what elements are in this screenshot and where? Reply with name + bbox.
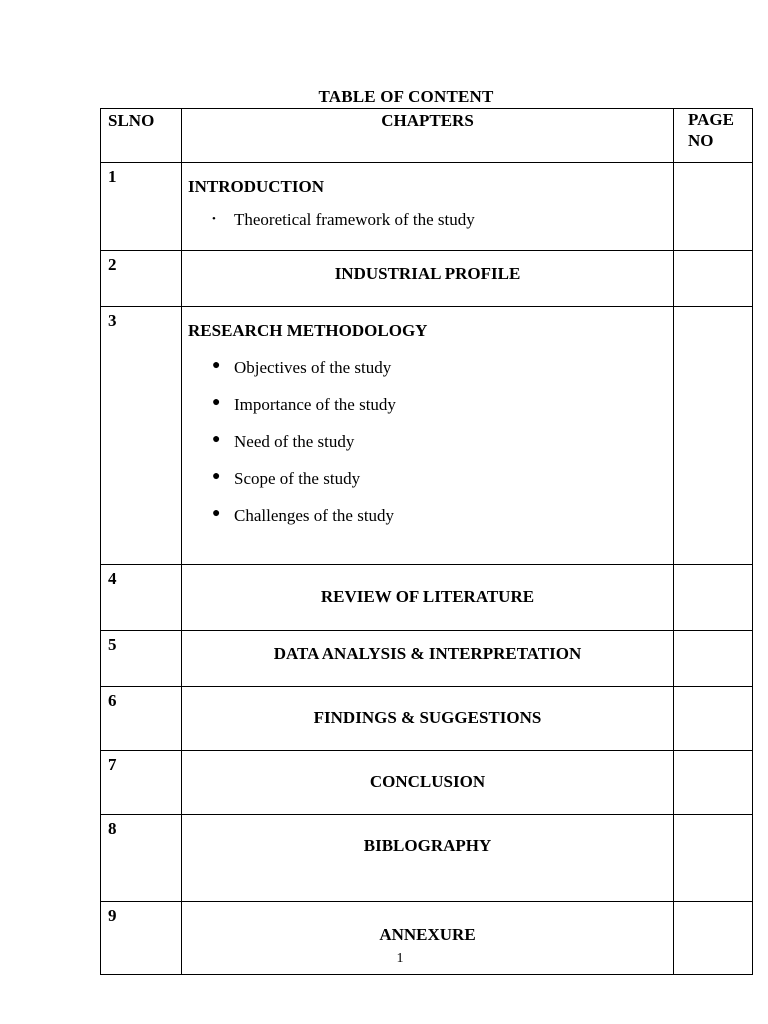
table-row	[101, 631, 753, 687]
row-chapter-cell	[182, 815, 674, 902]
row-slno: 7	[101, 751, 182, 815]
sub-topic-label: Challenges of the study	[234, 506, 395, 525]
row-slno: 6	[101, 687, 182, 751]
row-slno: 4	[101, 565, 182, 631]
sub-topic-label: Scope of the study	[234, 469, 361, 488]
bullet-icon: ●	[212, 469, 221, 484]
row-slno: 1	[101, 163, 182, 251]
row-page-no	[674, 815, 753, 902]
row-chapter-cell	[182, 565, 674, 631]
header-slno: SLNO	[101, 109, 182, 163]
page-number: 1	[396, 951, 404, 966]
table-row	[101, 307, 753, 565]
chapter-title: BIBLOGRAPHY	[363, 836, 492, 855]
row-chapter-cell	[182, 307, 674, 565]
header-page-no-line2: NO	[688, 131, 714, 150]
row-slno: 5	[101, 631, 182, 687]
list-item	[212, 210, 673, 230]
row-slno: 3	[101, 307, 182, 565]
sub-topic-list	[182, 358, 673, 526]
row-chapter-cell	[182, 631, 674, 687]
row-page-no	[674, 565, 753, 631]
sub-topic-label: Objectives of the study	[234, 358, 392, 377]
header-page-no	[674, 109, 753, 163]
row-chapter-cell	[182, 163, 674, 251]
header-page-no-line1: PAGE	[688, 110, 734, 129]
bullet-icon: ●	[212, 395, 221, 410]
row-slno: 9	[101, 902, 182, 975]
table-row	[101, 751, 753, 815]
table-row	[101, 251, 753, 307]
sub-topic-label: Need of the study	[234, 432, 355, 451]
row-chapter-cell	[182, 251, 674, 307]
list-item	[212, 432, 673, 452]
table-of-contents	[100, 108, 753, 975]
row-slno: 2	[101, 251, 182, 307]
sub-topic-list	[182, 210, 673, 230]
chapter-title: ANNEXURE	[379, 925, 476, 944]
row-page-no	[674, 307, 753, 565]
chapter-title: RESEARCH METHODOLOGY	[188, 321, 428, 340]
row-page-no	[674, 163, 753, 251]
table-row	[101, 163, 753, 251]
row-chapter-cell	[182, 687, 674, 751]
bullet-icon: •	[212, 213, 216, 225]
chapter-title: INDUSTRIAL PROFILE	[334, 264, 521, 283]
chapter-title: CONCLUSION	[369, 772, 486, 791]
table-row	[101, 565, 753, 631]
page-title: TABLE OF CONTENT	[318, 87, 494, 106]
table-row	[101, 815, 753, 902]
table-row	[101, 687, 753, 751]
row-page-no	[674, 751, 753, 815]
chapter-title: FINDINGS & SUGGESTIONS	[313, 708, 542, 727]
header-chapters: CHAPTERS	[182, 109, 674, 163]
row-chapter-cell	[182, 751, 674, 815]
row-page-no	[674, 687, 753, 751]
bullet-icon: ●	[212, 506, 221, 521]
list-item	[212, 469, 673, 489]
row-page-no	[674, 631, 753, 687]
chapter-title: REVIEW OF LITERATURE	[320, 587, 535, 606]
row-slno: 8	[101, 815, 182, 902]
table-header-row	[101, 109, 753, 163]
chapter-title: DATA ANALYSIS & INTERPRETATION	[273, 644, 582, 663]
list-item	[212, 395, 673, 415]
bullet-icon: ●	[212, 432, 221, 447]
list-item	[212, 358, 673, 378]
sub-topic-label: Importance of the study	[234, 395, 396, 414]
bullet-icon: ●	[212, 358, 221, 373]
row-page-no	[674, 251, 753, 307]
sub-topic-label: Theoretical framework of the study	[234, 210, 475, 229]
list-item	[212, 506, 673, 526]
chapter-title: INTRODUCTION	[188, 177, 325, 196]
